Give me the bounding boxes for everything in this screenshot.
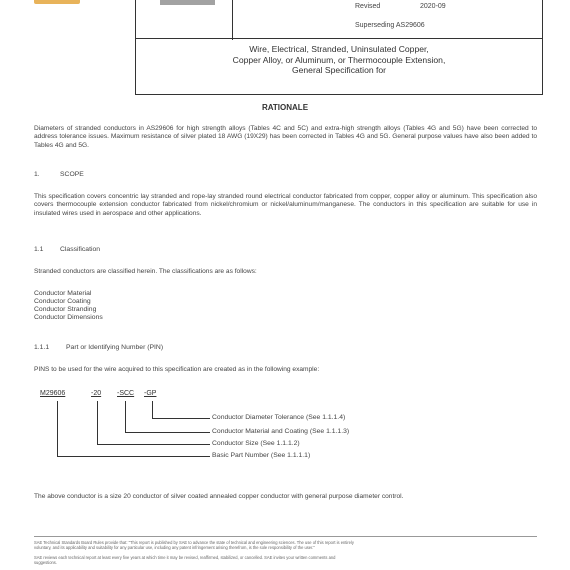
- leader-line: [57, 401, 58, 456]
- section-heading-classification: [34, 246, 100, 253]
- footer-line: SAE Technical Standards Board Rules provide that: "This report is published by SAE to advance the state of technical and engineering sciences. The use of this report is entirely: [34, 540, 354, 545]
- pin-diameter-tolerance: -GP: [144, 390, 157, 397]
- section-title: Classification: [60, 246, 101, 253]
- title-line: Wire, Electrical, Stranded, Uninsulated Copper,: [249, 44, 429, 54]
- pin-material-coating: -SCC: [117, 390, 135, 397]
- rationale-heading: RATIONALE: [261, 103, 309, 112]
- title-line: Copper Alloy, or Aluminum, or Thermocouple Extension,: [232, 54, 446, 65]
- section-title: SCOPE: [60, 171, 84, 178]
- list-item: Conductor Coating: [34, 298, 91, 305]
- section-heading-scope: [34, 171, 84, 178]
- pin-size: -20: [91, 390, 102, 397]
- footer-line: voluntary, and its applicability and suitability for any particular use, including any patent infringement arising therefrom, is the sole responsibility of the user.": [34, 545, 315, 550]
- callout-basic-part: Basic Part Number (See 1.1.1.1): [212, 452, 311, 459]
- pin-summary: The above conductor is a size 20 conductor of silver coated annealed copper conductor with general purpose diameter control.: [34, 493, 404, 500]
- section-title: Part or Identifying Number (PIN): [66, 344, 164, 351]
- rationale-text: Diameters of stranded conductors in AS29606 for high strength alloys (Tables 4C and 5C) and extra-high strength alloys (Tables 4G and 5G) have been corrected to address tolerance issues. Maximum resistance of silver plated 18 AWG (19X29) has been corrected in Tables 4G and 5G. General purpose values have also been added to Tables 4G and 5G.: [34, 125, 537, 149]
- pin-basic-part: M29606: [40, 390, 66, 397]
- header-divider: [135, 38, 543, 39]
- superseding-note: Superseding AS29606: [355, 22, 425, 29]
- footer-line: SAE reviews each technical report at least every five years at which time it may be revised, reaffirmed, stabilized, or cancelled. SAE invites your written comments and: [34, 555, 336, 560]
- leader-line: [57, 456, 210, 457]
- header-divider: [232, 0, 233, 40]
- leader-line: [125, 401, 126, 432]
- section-number: 1.1: [34, 246, 44, 253]
- footer-line: suggestions.: [34, 560, 57, 565]
- footer-divider: [34, 536, 537, 537]
- classification-text: Stranded conductors are classified herein. The classifications are as follows:: [34, 268, 257, 275]
- list-item: Conductor Material: [34, 290, 92, 297]
- section-number: 1.1.1: [34, 344, 50, 351]
- revised-date: 2020-09: [420, 3, 446, 10]
- leader-line: [97, 444, 210, 445]
- list-item: Conductor Stranding: [34, 306, 97, 313]
- section-number: 1.: [34, 171, 40, 178]
- list-item: Conductor Dimensions: [34, 314, 103, 321]
- revised-label: Revised: [355, 3, 381, 10]
- sae-logo: [34, 0, 80, 4]
- callout-material-coating: Conductor Material and Coating (See 1.1.1.3): [212, 428, 350, 435]
- scope-text: This specification covers concentric lay stranded and rope-lay stranded round electrical conductor fabricated from copper, copper alloy or aluminum. This specification also covers thermocouple extension conductor fabricated from nickel/chromium or nickel/aluminum/manganese. The conductors in this specification are suitable for use in insulated wires used in aerospace and other applications.: [34, 193, 537, 217]
- callout-diameter-tolerance: Conductor Diameter Tolerance (See 1.1.1.4): [212, 414, 346, 421]
- callout-size: Conductor Size (See 1.1.1.2): [212, 440, 300, 447]
- leader-line: [97, 401, 98, 444]
- leader-line: [152, 401, 153, 418]
- section-heading-pin: [34, 344, 163, 351]
- title-line: General Specification for: [291, 65, 387, 75]
- leader-line: [152, 418, 210, 419]
- pin-text: PINS to be used for the wire acquired to this specification are created as in the following example:: [34, 366, 320, 373]
- specification-title: [140, 44, 538, 76]
- leader-line: [125, 432, 210, 433]
